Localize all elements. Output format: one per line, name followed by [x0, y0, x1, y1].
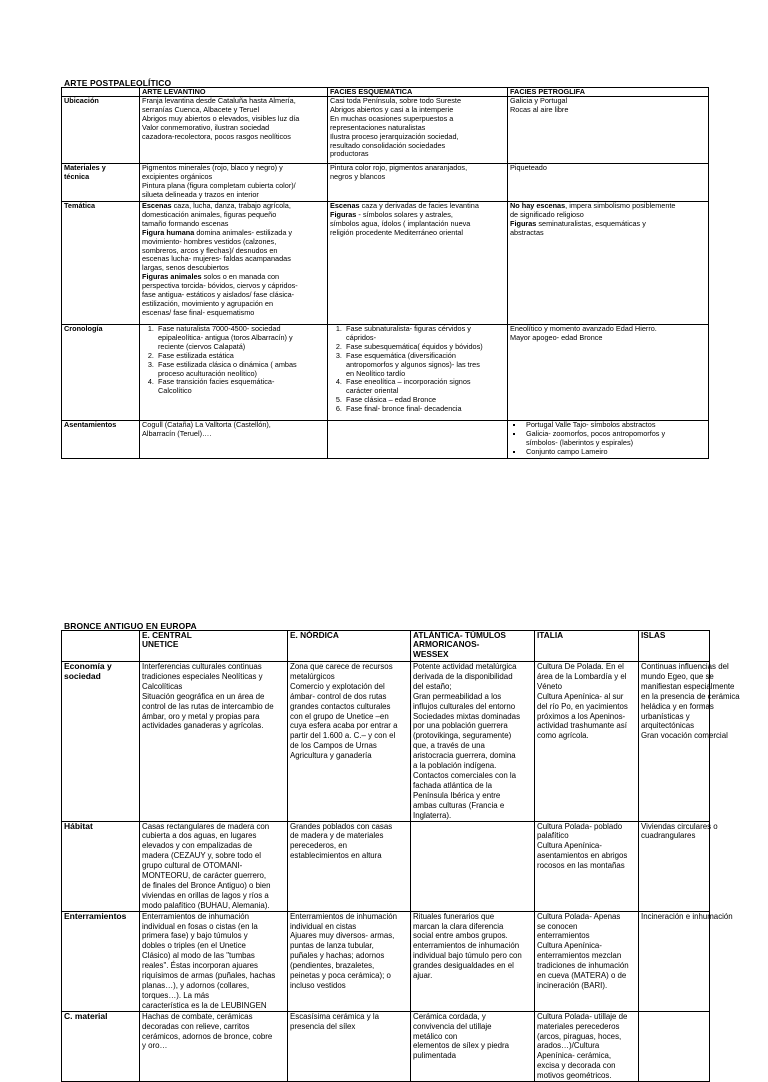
- list-item: [524, 448, 706, 457]
- text-line: Abrigos abiertos y casi a la intemperie: [330, 104, 454, 114]
- table-cell: [288, 911, 411, 1011]
- text-line: enterramientos de inhumación: [413, 941, 520, 951]
- text-line: como agrícola.: [537, 731, 589, 741]
- text-line: modo palafítico (BUHAU, Alemania).: [142, 900, 270, 910]
- text-line: productoras: [330, 149, 369, 159]
- text-line: Península Ibérica y entre: [413, 790, 501, 800]
- text-line: madera (CEZAUY y, sobre todo el: [142, 851, 261, 861]
- text-line: del estaño;: [413, 681, 452, 691]
- table-cell: [639, 662, 740, 822]
- text-line: Potente actividad metalúrgica: [413, 662, 517, 671]
- text-line: partir del 1.600 a. C.– y con el: [290, 731, 396, 741]
- text-line: E. NÓRDICA: [290, 630, 339, 640]
- text-line: incineración (BARI).: [537, 981, 608, 990]
- text-line: ámbar, oro y metal y propias para: [142, 711, 260, 721]
- text-line: MONTEORU, de carácter guerrero,: [142, 871, 267, 881]
- text-line: Rituales funerarios que: [413, 911, 495, 921]
- text-line: Zona que carece de recursos: [290, 662, 393, 671]
- text-line: 1. Fase subnaturalista- figuras cérvidos y: [346, 324, 471, 333]
- text-line: actividades ganaderas y agrícolas.: [142, 721, 264, 731]
- text-line: grandes desigualdades en el: [413, 961, 514, 971]
- text-line: urbanísticas y: [641, 711, 690, 721]
- table-cell: [535, 662, 639, 822]
- table-row: [62, 97, 709, 164]
- text-line: Sociedades mixtas dominadas: [413, 711, 521, 721]
- text-line: cuadrangulares: [641, 831, 696, 841]
- text-line: sociedad: [64, 670, 101, 681]
- table-cell: [140, 97, 328, 164]
- list-item: [344, 378, 505, 396]
- table-header-row: [62, 631, 710, 662]
- text-line: Comercio y explotación del: [290, 681, 385, 691]
- text-line: de los Campos de Urnas: [290, 741, 377, 751]
- text-line: incluso vestidos: [290, 981, 346, 990]
- text-segment: fase antigua- estáticos y aislados/ fase clásica-: [142, 290, 295, 300]
- text-line: Enterramientos de inhumación: [290, 911, 398, 921]
- text-line: ambas culturas (Francia e: [413, 800, 505, 810]
- table-cell: [411, 911, 535, 1011]
- text-line: control de las rutas de intercambio de: [142, 701, 274, 711]
- text-line: próximos a los Apeninos-: [537, 711, 626, 721]
- table-cell: [328, 325, 508, 421]
- text-line: ▪ Portugal Valle Tajo- símbolos abstractos: [526, 420, 656, 429]
- table-row: [62, 164, 709, 202]
- text-segment: domina animales- estilizada y: [194, 227, 293, 237]
- text-line: social entre ambos grupos.: [413, 931, 508, 941]
- text-line: Ubicación: [64, 96, 99, 105]
- text-line: Situación geográfica en un área de: [142, 691, 265, 701]
- text-line: individual en cistas: [290, 921, 357, 931]
- text-line: Piqueteado: [510, 163, 547, 172]
- text-line: Cerámica cordada, y: [413, 1011, 486, 1021]
- numbered-list: [142, 325, 325, 396]
- text-line: 3. Fase esquemática (diversificación: [346, 350, 456, 360]
- text-line: actividad trashumante así: [537, 721, 627, 731]
- text-line: materiales perecederos: [537, 1021, 620, 1031]
- text-line: 2. Fase estilizada estática: [158, 350, 234, 360]
- text-line: 4. Fase transición facies esquemática-: [158, 377, 275, 387]
- text-line: Véneto: [537, 681, 563, 691]
- bullet-list: [510, 421, 706, 457]
- table-cell: [508, 325, 709, 421]
- text-line: representaciones naturalistas: [330, 122, 426, 132]
- text-segment: tamaño formando escenas: [142, 218, 229, 228]
- text-line: viviendas en orillas de lagos y ríos a: [142, 890, 269, 900]
- text-line: reales". Éstas incorporan ajuares: [142, 961, 258, 971]
- text-segment: caza, lucha, danza, trabajo agrícola,: [171, 201, 291, 210]
- text-line: enterramientos mezclan: [537, 951, 622, 961]
- bold-term: Figura humana: [142, 227, 195, 237]
- text-line: carácter oriental: [346, 386, 399, 396]
- table-cell: [140, 662, 288, 822]
- text-line: (protovikinga, seguramente): [413, 731, 512, 741]
- bold-term: Escenas: [142, 201, 172, 210]
- text-line: Abrigos muy abiertos o elevados, visibles luz día: [142, 113, 300, 123]
- text-line: E. CENTRAL: [142, 630, 192, 640]
- text-line: Ilustra proceso jerarquización sociedad,: [330, 131, 459, 141]
- text-line: en Neolítico tardío: [346, 368, 406, 378]
- text-line: ▪ Galicia- zoomorfos, pocos antropomorfos y: [526, 428, 666, 438]
- text-line: 6. Fase final- bronce final- decadencia: [346, 404, 462, 414]
- list-item: [156, 361, 325, 379]
- text-line: antropomorfos y algunos signos)- las tres: [346, 359, 480, 369]
- text-line: Hachas de combate, cerámicas: [142, 1011, 253, 1021]
- text-line: pulimentada: [413, 1051, 456, 1061]
- table-cell: [288, 1011, 411, 1081]
- text-line: con el grupo de Unetice –en: [290, 711, 389, 721]
- text-segment: movimiento- hombres vestidos (calzones,: [142, 236, 277, 246]
- text-line: excipientes orgánicos: [142, 171, 213, 181]
- text-line: ARMORICANOS-: [413, 639, 480, 650]
- text-line: reciente (ciervos Calapatá): [158, 341, 246, 351]
- text-line: presencia del sílex: [290, 1021, 356, 1031]
- text-line: en la presencia de cerámica: [641, 691, 740, 701]
- text-line: proceso aculturación neolítico): [158, 368, 257, 378]
- text-line: Continuas influencias del: [641, 662, 729, 671]
- header-cell: [639, 631, 710, 662]
- text-line: Interferencias culturales continuas: [142, 662, 262, 671]
- text-segment: domesticación animales, figuras pequeño: [142, 209, 277, 219]
- text-line: individual bajo túmulo pero con: [413, 951, 522, 961]
- text-line: palafítico: [537, 831, 569, 841]
- text-line: silueta delineada y trazos en interior: [142, 189, 259, 199]
- text-line: Cultura Polada- utillaje de: [537, 1011, 628, 1021]
- table-row: [62, 662, 710, 822]
- text-line: metálico con: [413, 1031, 458, 1041]
- text-line: elementos de sílex y piedra: [413, 1041, 510, 1051]
- list-item: [344, 352, 505, 379]
- text-line: de finales del Bronce Antiguo) o bien: [142, 880, 271, 890]
- text-line: Pigmentos minerales (rojo, blaco y negro) y: [142, 163, 283, 172]
- text-line: Cultura Polada- poblado: [537, 821, 623, 831]
- text-line: Asentamientos: [64, 420, 117, 429]
- text-line: arados…)/Cultura: [537, 1041, 600, 1051]
- text-line: Valor conmemorativo, ilustran sociedad: [142, 122, 270, 132]
- text-line: marcan la clara diferencia: [413, 921, 504, 931]
- header-cell: [411, 631, 535, 662]
- text-line: WESSEX: [413, 648, 449, 659]
- text-line: excisa y decorada con: [537, 1061, 616, 1071]
- text-line: negros y blancos: [330, 171, 386, 181]
- text-line: Viviendas circulares o: [641, 821, 718, 831]
- table-cell: [508, 164, 709, 202]
- text-line: por una población guerrera: [413, 721, 508, 731]
- row-header: [62, 1011, 140, 1081]
- text-line: fachada atlántica de la: [413, 780, 492, 790]
- text-line: puñales y hachas; adornos: [290, 951, 385, 961]
- text-line: individual en fosas o cistas (en la: [142, 921, 258, 931]
- text-line: a la población indígena.: [413, 761, 497, 771]
- text-line: Ajuares muy diversos- armas,: [290, 931, 395, 941]
- table-cell: [328, 421, 508, 459]
- text-line: Franja levantina desde Cataluña hasta Almería,: [142, 96, 296, 105]
- row-header: [62, 821, 140, 911]
- text-line: elevados y con empalizadas de: [142, 841, 253, 851]
- bold-term: Figuras animales: [142, 272, 202, 282]
- table-cell: [639, 1011, 710, 1081]
- bold-term: No hay escenas: [510, 201, 566, 210]
- text-line: Contactos comerciales con la: [413, 770, 517, 780]
- text-line: Casas rectangulares de madera con: [142, 821, 270, 831]
- bold-term: Figuras: [510, 218, 537, 228]
- text-line: Calcolítico: [158, 386, 192, 396]
- text-line: cápridos-: [346, 332, 377, 342]
- text-line: Cultura De Polada. En el: [537, 662, 624, 671]
- text-line: Mayor apogeo- edad Bronce: [510, 332, 603, 342]
- table-row: [62, 821, 710, 911]
- text-line: Pintura color rojo, pigmentos anaranjados,: [330, 163, 468, 172]
- table-row: [62, 1011, 710, 1081]
- table-cell: [140, 325, 328, 421]
- text-line: Cultura Apenínica-: [537, 841, 602, 851]
- table-cell: [140, 1011, 288, 1081]
- text-line: UNETICE: [142, 639, 179, 650]
- text-line: Cronología: [64, 324, 103, 333]
- text-line: tradiciones especiales Neolíticas y: [142, 671, 263, 681]
- bold-term: Escenas: [330, 201, 360, 210]
- text-line: 1. Fase naturalista 7000-4500- sociedad: [158, 324, 281, 333]
- text-line: grupo cultural de OTOMANI-: [142, 861, 243, 871]
- table-row: [62, 421, 709, 459]
- text-line: Hábitat: [64, 820, 93, 831]
- list-item: [344, 325, 505, 343]
- text-line: cerámicos, adornos de bronce, cobre: [142, 1031, 273, 1041]
- text-segment: religión procedente Mediterráneo oriental: [330, 227, 464, 237]
- text-line: Galicia y Portugal: [510, 96, 568, 105]
- text-line: ITALIA: [537, 630, 564, 640]
- text-line: ISLAS: [641, 630, 666, 640]
- text-line: 2. Fase subesquemática( équidos y bóvidos): [346, 341, 483, 351]
- header-cell: FACIES PETROGLIFA: [508, 88, 709, 97]
- text-line: enterramientos: [537, 931, 590, 941]
- table-cell: [535, 1011, 639, 1081]
- text-line: Casi toda Península, sobre todo Sureste: [330, 96, 462, 105]
- text-line: convivencia del utillaje: [413, 1021, 492, 1031]
- list-item: [524, 430, 706, 448]
- text-line: motivos geométricos.: [537, 1071, 612, 1081]
- text-line: Rocas al aire libre: [510, 104, 569, 114]
- text-line: área de la Lombardía y el: [537, 671, 627, 681]
- text-line: Incineración e inhumación: [641, 911, 733, 921]
- text-segment: largas, senos descubiertos: [142, 263, 229, 273]
- text-line: decoradas con relieve, carritos: [142, 1021, 250, 1031]
- table-cell: [328, 202, 508, 325]
- text-line: rocosos en las montañas: [537, 861, 625, 871]
- text-line: Pintura plana (figura completam cubierta color)/: [142, 180, 296, 190]
- text-segment: , impera simbolismo posiblemente: [565, 201, 676, 210]
- text-line: Clásico) al modo de las "tumbas: [142, 951, 255, 961]
- table-cell: [535, 911, 639, 1011]
- text-line: Calcolíticas: [142, 681, 183, 691]
- text-line: Albarracín (Teruel)….: [142, 428, 212, 438]
- row-header: [62, 421, 140, 459]
- text-line: 3. Fase estilizada clásica o dinámica ( ambas: [158, 359, 297, 369]
- text-segment: de significado religioso: [510, 209, 584, 219]
- text-line: derivada de la disponibilidad: [413, 671, 513, 681]
- table-cell: [140, 421, 328, 459]
- text-line: Eneolítico y momento avanzado Edad Hierro.: [510, 324, 657, 333]
- table-cell: [140, 821, 288, 911]
- table-cell: [535, 821, 639, 911]
- text-line: ajuar.: [413, 971, 433, 981]
- row-header: [62, 662, 140, 822]
- text-line: cuya esfera acaba por entrar a: [290, 721, 398, 731]
- text-line: (arcos, piraguas, hoces,: [537, 1031, 622, 1041]
- table-cell: [140, 164, 328, 202]
- text-line: Materiales y: [64, 163, 106, 172]
- text-line: perecederos, en: [290, 841, 348, 851]
- text-line: 5. Fase clásica – edad Bronce: [346, 395, 437, 405]
- arte-postpaleolitico-table: [61, 87, 709, 459]
- text-line: establecimientos en altura: [290, 851, 382, 861]
- text-line: se conocen: [537, 921, 578, 931]
- text-line: serranías Cuenca, Albacete y Teruel: [142, 104, 260, 114]
- text-line: Grandes poblados con casas: [290, 821, 393, 831]
- text-line: cubierta a dos aguas, en lugares: [142, 831, 257, 841]
- text-line: símbolos- (laberintos y espirales): [526, 437, 634, 447]
- text-line: y oro…: [142, 1041, 168, 1051]
- table-row: [62, 325, 709, 421]
- text-line: Inglaterra).: [413, 810, 452, 820]
- table-cell: [140, 911, 288, 1011]
- text-line: Enterramientos: [64, 910, 127, 921]
- text-line: de madera y de materiales: [290, 831, 384, 841]
- text-segment: abstractas: [510, 227, 544, 237]
- text-line: riquísimos de armas (puñales, hachas: [142, 971, 276, 981]
- table-cell: [328, 97, 508, 164]
- list-item: [344, 405, 505, 414]
- row-header: [62, 911, 140, 1011]
- table-row: [62, 202, 709, 325]
- header-cell: [535, 631, 639, 662]
- text-line: ▪ Conjunto campo Lameiro: [526, 446, 608, 456]
- text-line: característica es la de LEUBINGEN: [142, 1000, 267, 1010]
- numbered-list: [330, 325, 505, 414]
- text-line: Agricultura y ganadería: [290, 751, 372, 761]
- text-line: C. material: [64, 1010, 108, 1021]
- text-line: Cultura Apenínica-: [537, 941, 602, 951]
- table-cell: [411, 821, 535, 911]
- text-line: peinetas y poca cerámica); o: [290, 971, 391, 981]
- text-line: Temática: [64, 201, 96, 210]
- text-line: [510, 229, 706, 238]
- header-cell: ARTE LEVANTINO: [140, 88, 328, 97]
- text-line: torques…). La más: [142, 990, 210, 1000]
- text-line: Gran permeabilidad a los: [413, 691, 502, 701]
- text-line: tradiciones de inhumación: [537, 961, 629, 971]
- text-segment: escenas/ fase final- esquematismo: [142, 307, 255, 317]
- text-line: Escasísima cerámica y la: [290, 1011, 380, 1021]
- header-cell: [288, 631, 411, 662]
- section2-title: BRONCE ANTIGUO EN EUROPA: [64, 621, 197, 631]
- bold-term: Figuras: [330, 209, 357, 219]
- text-segment: seminaturalistas, esquemáticas y: [536, 218, 646, 228]
- bronce-antiguo-table: [61, 630, 740, 1082]
- text-line: Cultura Polada- Apenas: [537, 911, 621, 921]
- text-line: resultado consolidación sociedades: [330, 140, 446, 150]
- text-line: influjos culturales del entorno: [413, 701, 516, 711]
- table-cell: [508, 421, 709, 459]
- table-cell: [288, 662, 411, 822]
- text-line: en cueva (MATERA) o de: [537, 971, 627, 981]
- text-line: Economía y: [64, 661, 112, 671]
- header-cell: FACIES ESQUEMÁTICA: [328, 88, 508, 97]
- table-cell: [411, 1011, 535, 1081]
- text-segment: símbolos agua, ídolos ( implantación nueva: [330, 218, 471, 228]
- table-cell: [508, 202, 709, 325]
- text-line: del río Po, en yacimientos: [537, 701, 628, 711]
- text-line: aristocracia guerrera, domina: [413, 751, 516, 761]
- text-line: epipaleolítica- antigua (toros Albarracín) y: [158, 332, 293, 342]
- text-line: que, a través de una: [413, 741, 485, 751]
- text-line: primera fase) y bajo túmulos y: [142, 931, 248, 941]
- text-line: mundo Egeo, que se: [641, 671, 714, 681]
- table-cell: [639, 911, 733, 1011]
- text-line: dobles o triples (en el Unetice: [142, 941, 246, 951]
- text-line: [330, 229, 505, 238]
- text-segment: estilización, movimiento y agrupación en: [142, 298, 274, 308]
- table-cell: [288, 821, 411, 911]
- row-header: [62, 97, 140, 164]
- text-line: Cogull (Cataña) La Valltorta (Castellón),: [142, 420, 271, 429]
- text-segment: caza y derivadas de facies levantina: [359, 201, 479, 210]
- text-line: planas…), y adornos (collares,: [142, 981, 250, 990]
- text-line: manifiestan especialmente: [641, 681, 735, 691]
- header-cell: [140, 631, 288, 662]
- row-header: [62, 202, 140, 325]
- table-cell: [328, 164, 508, 202]
- text-line: cazadora-recolectora, pocos rasgos neolíticos: [142, 131, 291, 141]
- text-line: 4. Fase eneolítica – incorporación signos: [346, 377, 471, 387]
- row-header: [62, 325, 140, 421]
- list-item: [156, 325, 325, 352]
- text-segment: sombreros, arcos y flechas)/ desnudos en: [142, 245, 278, 255]
- section1-title: ARTE POSTPALEOLÍTICO: [64, 78, 172, 88]
- text-line: [142, 309, 325, 318]
- text-line: grandes contactos culturales: [290, 701, 391, 711]
- list-item: [156, 378, 325, 396]
- text-segment: solos o en manada con: [201, 272, 280, 282]
- text-line: metalúrgicos: [290, 671, 335, 681]
- text-line: Cultura Apenínica- al sur: [537, 691, 624, 701]
- row-header: [62, 164, 140, 202]
- table-cell: [411, 662, 535, 822]
- table-cell: [140, 202, 328, 325]
- table-cell: [639, 821, 718, 911]
- text-line: Apenínica- cerámica,: [537, 1051, 612, 1061]
- text-segment: perspectiva torcida- bóvidos, ciervos y cápridos-: [142, 281, 298, 291]
- header-empty: [62, 631, 140, 662]
- text-line: En muchas ocasiones superpuestos a: [330, 113, 454, 123]
- text-line: arquitectónicas: [641, 721, 695, 731]
- text-segment: escenas lucha- mujeres- faldas acampanadas: [142, 254, 291, 264]
- table-cell: [508, 97, 709, 164]
- text-line: heládica y en formas: [641, 701, 714, 711]
- text-segment: - símbolos solares y astrales,: [356, 209, 453, 219]
- text-line: ATLÁNTICA- TÚMULOS: [413, 630, 506, 640]
- text-line: Gran vocación comercial: [641, 731, 728, 741]
- text-line: puntas de lanza tubular,: [290, 941, 374, 951]
- text-line: ámbar- control de dos rutas: [290, 691, 387, 701]
- text-line: técnica: [64, 171, 90, 181]
- text-line: Enterramientos de inhumación: [142, 911, 250, 921]
- table-row: [62, 911, 710, 1011]
- text-line: asentamientos en abrigos: [537, 851, 628, 861]
- text-line: (pendientes, brazaletes,: [290, 961, 375, 971]
